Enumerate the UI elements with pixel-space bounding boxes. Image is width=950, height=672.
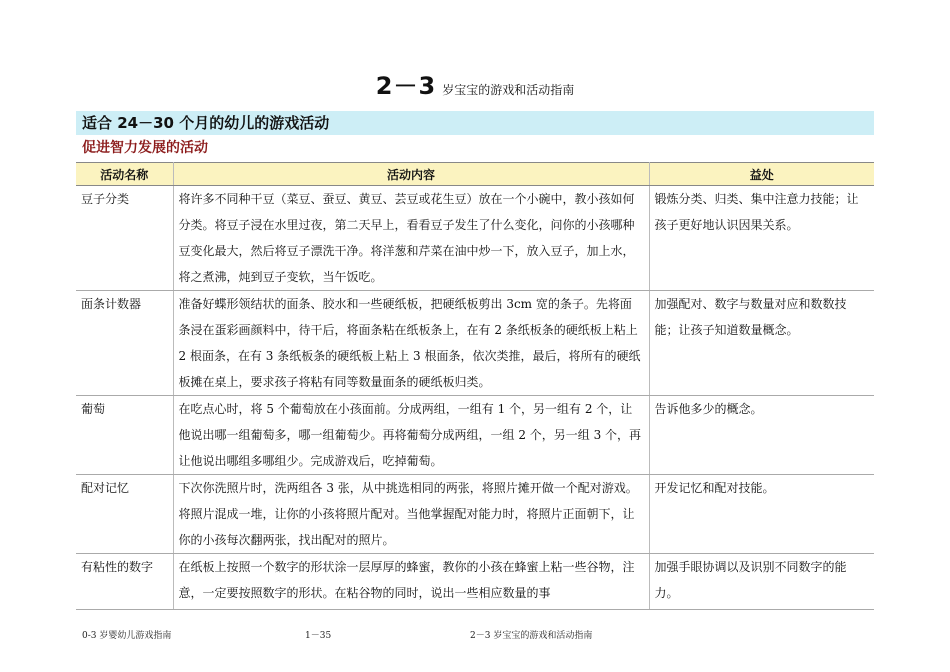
section-heading: 适合 24－30 个月的幼儿的游戏活动 [76,111,874,135]
activity-content: 准备好蝶形领结状的面条、胶水和一些硬纸板，把硬纸板剪出 3cm 宽的条子。先将面条浸在蛋彩画颜料中，待干后，将面条粘在纸板条上，在有 2 条纸板条的硬纸板上粘上 2 根面条，在有 3 条纸板条的硬纸板上粘上 3 根面条，依次类推，最后，将所有的硬纸板摊在桌上，要求孩子将粘有同等数量面条的硬纸板归类。 [173,291,649,396]
table-row [76,291,874,396]
activity-content: 在吃点心时，将 5 个葡萄放在小孩面前。分成两组，一组有 1 个，另一组有 2 个，让他说出哪一组葡萄多，哪一组葡萄少。再将葡萄分成两组，一组 2 个，另一组 3 个，再让他说出哪组多哪组少。完成游戏后，吃掉葡萄。 [173,396,649,475]
table-row [76,475,874,554]
footer-right: 2－3 岁宝宝的游戏和活动指南 [470,631,593,641]
activity-name: 配对记忆 [76,475,173,554]
table-row [76,186,874,291]
activity-benefit: 开发记忆和配对技能。 [649,475,874,554]
activity-content: 在纸板上按照一个数字的形状涂一层厚厚的蜂蜜，教你的小孩在蜂蜜上粘一些谷物，注意，一定要按照数字的形状。在粘谷物的同时，说出一些相应数量的事 [173,554,649,610]
table-row [76,396,874,475]
page-title [0,66,950,101]
column-header-benefit: 益处 [649,163,874,186]
column-header-name: 活动名称 [76,163,173,186]
footer-page-number: 1－35 [305,631,332,641]
section-subheading: 促进智力发展的活动 [82,140,208,156]
column-header-content: 活动内容 [173,163,649,186]
table-row [76,554,874,610]
activity-table [76,162,874,610]
table-header-row [76,163,874,186]
activity-content: 将许多不同种干豆（菜豆、蚕豆、黄豆、芸豆或花生豆）放在一个小碗中，教小孩如何分类。将豆子浸在水里过夜，第二天早上，看看豆子发生了什么变化，问你的小孩哪种豆变化最大，然后将豆子漂洗干净。将洋葱和芹菜在油中炒一下，放入豆子，加上水，将之煮沸，炖到豆子变软，当午饭吃。 [173,186,649,291]
footer-left: 0-3 岁婴幼儿游戏指南 [82,631,172,641]
activity-name: 葡萄 [76,396,173,475]
activity-content: 下次你洗照片时，洗两组各 3 张，从中挑选相同的两张，将照片摊开做一个配对游戏。将照片混成一堆，让你的小孩将照片配对。当他掌握配对能力时，将照片正面朝下，让你的小孩每次翻两张，找出配对的照片。 [173,475,649,554]
activity-benefit: 告诉他多少的概念。 [649,396,874,475]
activity-name: 有粘性的数字 [76,554,173,610]
page-title-sub: 岁宝宝的游戏和活动指南 [442,83,575,97]
activity-name: 面条计数器 [76,291,173,396]
page-title-main: 2－3 [375,72,437,100]
activity-benefit: 加强手眼协调以及识别不同数字的能力。 [649,554,874,610]
activity-name: 豆子分类 [76,186,173,291]
activity-benefit: 加强配对、数字与数量对应和数数技能；让孩子知道数量概念。 [649,291,874,396]
activity-benefit: 锻炼分类、归类、集中注意力技能；让孩子更好地认识因果关系。 [649,186,874,291]
